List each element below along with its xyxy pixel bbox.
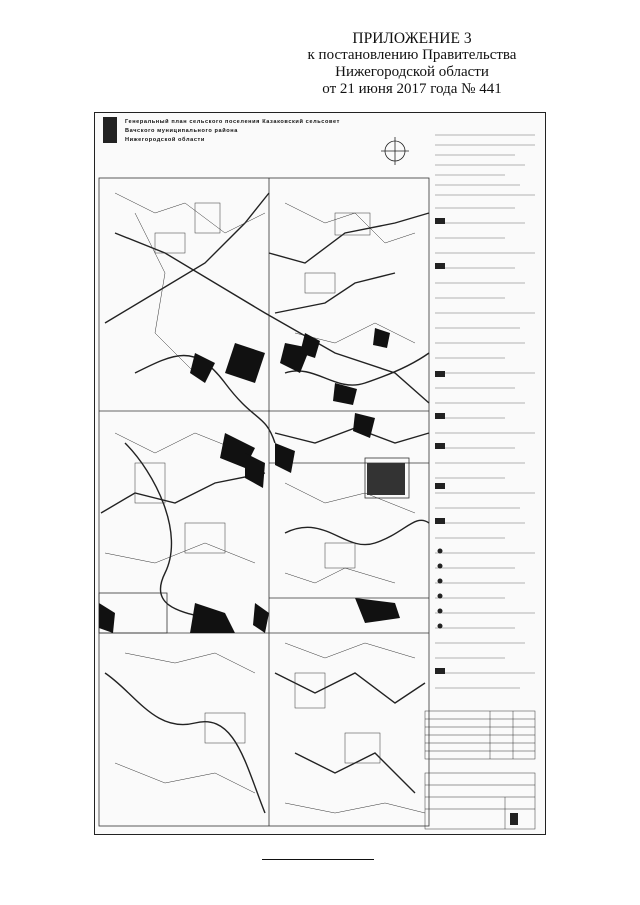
map-title-line1: Генеральный план сельского поселения Казаковский сельсовет [125,119,340,125]
stamp-logo-icon [510,813,518,825]
north-arrow-icon [381,137,409,165]
resolution-reference: к постановлению Правительства [307,47,517,63]
map-drawing [95,113,545,834]
footer-rule [262,859,374,860]
appendix-header [262,30,562,98]
resolution-date: от 21 июня 2017 года № 441 [322,81,502,97]
general-plan-map-sheet [94,112,546,835]
stamp-block [425,773,535,829]
map-area-frame [99,178,429,826]
balance-table [425,711,535,759]
region-name: Нижегородской области [335,64,489,80]
map-title-line3: Нижегородской области [125,137,205,143]
map-title-line2: Вачского муниципального района [125,128,238,134]
appendix-number: ПРИЛОЖЕНИЕ 3 [352,30,472,47]
